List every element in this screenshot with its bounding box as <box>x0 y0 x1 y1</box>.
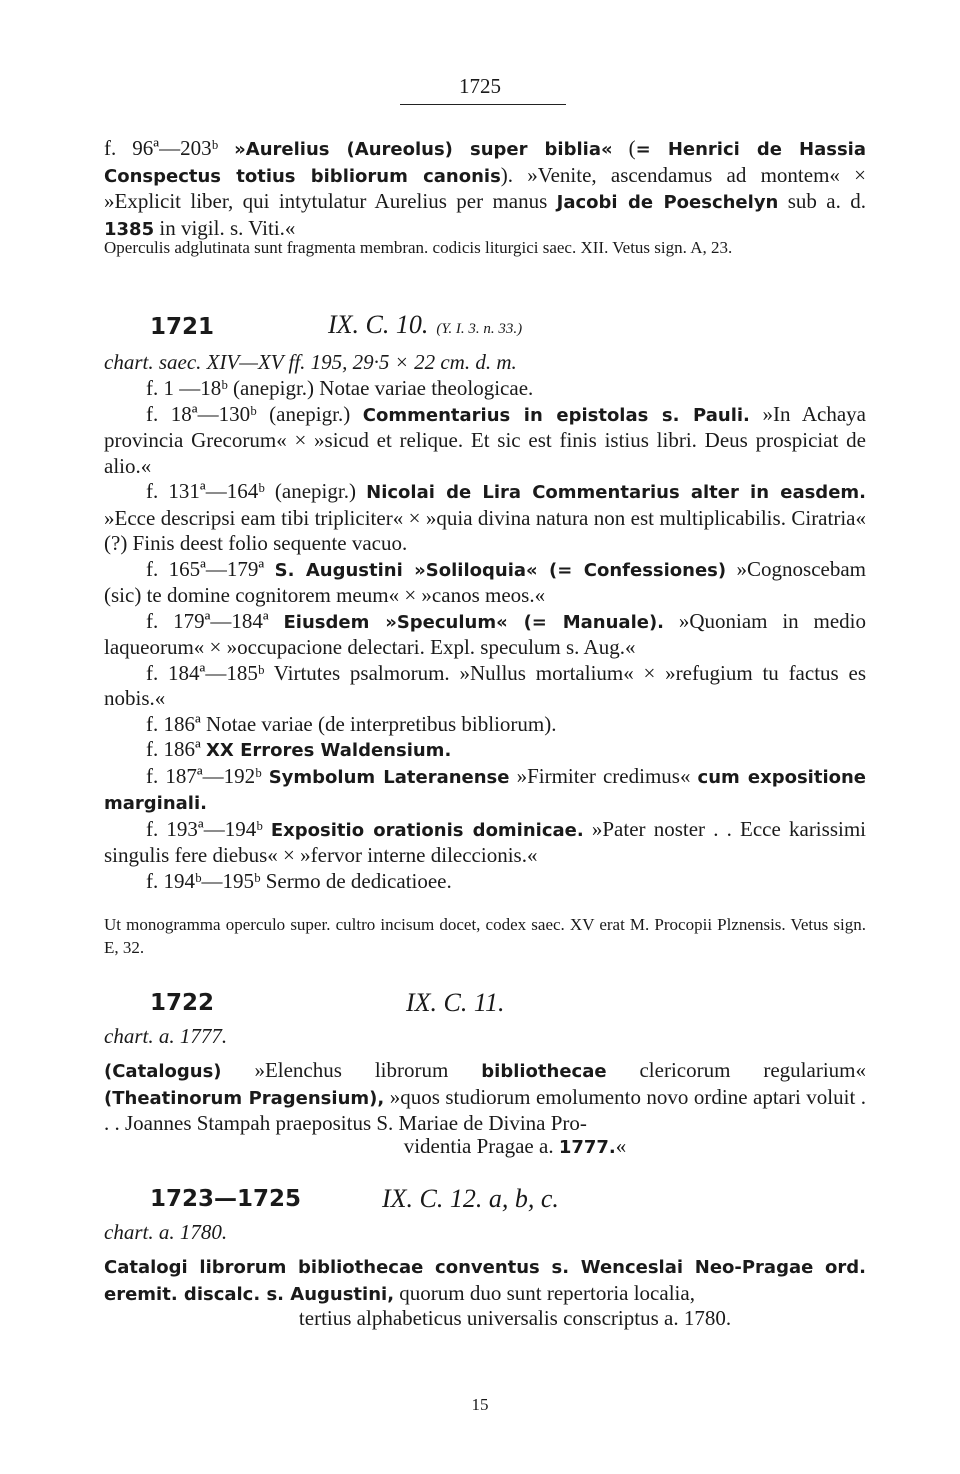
entry-1720-contents <box>104 136 866 242</box>
contents-1722-last-line <box>104 1134 866 1161</box>
contents-item <box>104 479 866 557</box>
contents-1723-1725 <box>104 1254 866 1307</box>
contents-item-run: Eiusdem »Speculum« (= Manuale). <box>283 611 665 633</box>
contents-item <box>104 609 866 661</box>
description-1722: chart. a. 1777. <box>104 1024 228 1048</box>
description-1723-1725: chart. a. 1780. <box>104 1220 228 1244</box>
text-run: »Elenchus librorum <box>221 1058 482 1082</box>
contents-item-run: Commentarius in epistolas s. Pauli. <box>362 404 750 426</box>
contents-item-run: »Quoniam in medio laqueorum« × »occupacione delectari. Expl. speculum s. Aug.« <box>104 608 866 659</box>
contents-item <box>104 737 866 764</box>
contents-item-run: XX Errores Waldensium. <box>206 740 452 761</box>
text-run: ). »Venite, ascendamus ad montem« × »Explicit liber, qui intytulatur Aurelius per manus <box>104 162 866 213</box>
text-run: in vigil. s. Viti.« <box>154 215 296 240</box>
contents-item-run: »Pater noster . . Ecce karissimi singulis fere diebus« × »fervor interne dileccionis.« <box>104 816 866 867</box>
contents-item-run: »Ecce descripsi eam tibi tripliciter« × »quia divina natura non est multiplicabilis. Ciratria« (?) Finis deest folio sequente vacuo. <box>104 505 866 555</box>
note-1721: Ut monogramma operculo super. cultro incisum docet, codex saec. XV erat M. Procopii Plznensis. Vetus sign. E, 32. <box>104 915 866 957</box>
text-run: ( <box>612 136 636 160</box>
contents-item <box>104 869 866 895</box>
contents-item-run: Expositio orationis dominicae. <box>270 819 584 841</box>
contents-item-run: »Firmiter credimus« <box>509 763 698 788</box>
contents-item-run: f. 179ª—184ª <box>146 608 284 633</box>
text-run: = Henrici de Hassia Conspectus totius bibliorum canonis <box>104 139 866 187</box>
shelf-mark-1721 <box>328 310 522 340</box>
contents-1721 <box>104 376 866 894</box>
contents-item-run: f. 1 —18ᵇ (anepigr.) Notae variae theologicae. <box>146 376 534 400</box>
text-run: f. 96ª—203ᵇ <box>104 136 235 160</box>
running-head-rule <box>400 104 566 105</box>
contents-item-run: f. 165ª—179ª <box>146 556 275 581</box>
text-run: 1777. <box>558 1137 616 1158</box>
contents-item-run: f. 193ª—194ᵇ <box>146 816 271 841</box>
entry-1720-note: Operculis adglutinata sunt fragmenta membran. codicis liturgici saec. XII. Vetus sign. A, 23. <box>104 238 733 257</box>
old-sign-1721: (Y. I. 3. n. 33.) <box>436 321 523 337</box>
text-run: quorum duo sunt repertoria localia, <box>394 1280 695 1305</box>
text-run: « <box>615 1134 627 1158</box>
contents-item <box>104 557 866 609</box>
contents-item-run: »Cognoscebam (sic) te domine cognitorem meum« × »canos meos.« <box>104 556 866 607</box>
text-run: tertius alphabeticus universalis conscriptus a. 1780. <box>298 1306 732 1330</box>
contents-item-run: cum expositione marginali. <box>104 766 867 814</box>
text-run: (Theatinorum Pragensium), <box>104 1087 385 1109</box>
text-run: bibliothecae <box>481 1061 607 1082</box>
manuscript-number-1721: 1721 <box>150 314 215 340</box>
text-run: Jacobi de Poeschelyn <box>556 192 779 213</box>
text-run: videntia Pragae a. <box>403 1134 559 1158</box>
contents-item-run: Symbolum Lateranense <box>268 766 510 788</box>
manuscript-number-1722: 1722 <box>150 990 215 1016</box>
shelf-sign-1721: IX. C. 10. <box>328 310 429 339</box>
description-1721: chart. saec. XIV—XV ff. 195, 29·5 × 22 cm. d. m. <box>104 350 517 374</box>
contents-item <box>104 764 866 817</box>
contents-item <box>104 712 866 738</box>
contents-item-run: »In Achaya provincia Grecorum« × »sicud et relique. Et sic est finis istius libri. Deus prospiciat de alio.« <box>104 401 866 478</box>
contents-item <box>104 661 866 712</box>
running-head: 1725 <box>459 74 501 98</box>
contents-item-run: S. Augustini »Soliloquia« (= Confessiones) <box>274 559 727 581</box>
contents-1723-1725-last-line <box>104 1306 866 1332</box>
text-run: 1385 <box>104 218 155 240</box>
page-number: 15 <box>471 1395 489 1414</box>
contents-item-run: f. 131ª—164ᵇ (anepigr.) <box>146 479 367 503</box>
contents-item-run: f. 187ª—192ᵇ <box>146 763 269 788</box>
contents-item-run: f. 194ᵇ—195ᵇ Sermo de dedicatioee. <box>146 868 452 893</box>
contents-item <box>104 376 866 402</box>
shelf-sign-1722: IX. C. 11. <box>406 988 505 1017</box>
manuscript-number-1723-1725: 1723—1725 <box>150 1186 302 1212</box>
text-run: sub a. d. <box>778 189 867 213</box>
text-run: »quos studiorum emolumento novo ordine aptari voluit . . . Joannes Stampah praepositus S. Mariae de Divina Pro- <box>104 1084 867 1135</box>
contents-item-run: f. 186ª Notae variae (de interpretibus bibliorum). <box>146 711 557 736</box>
contents-item-run: f. 184ª—185ᵇ Virtutes psalmorum. »Nullus mortalium« × »refugium tu factus es nobis.« <box>104 660 866 710</box>
text-run: Catalogi librorum bibliothecae conventus s. Wenceslai Neo-Pragae ord. eremit. discalc. s. Augustini, <box>104 1257 866 1305</box>
contents-1722 <box>104 1058 866 1137</box>
text-run: clericorum regularium« <box>606 1058 866 1082</box>
contents-item-run: f. 186ª <box>146 737 207 761</box>
shelf-sign-1723-1725: IX. C. 12. a, b, c. <box>382 1184 559 1213</box>
contents-item <box>104 402 866 480</box>
contents-item <box>104 817 866 869</box>
contents-item-run: Nicolai de Lira Commentarius alter in easdem. <box>366 482 866 503</box>
contents-item-run: f. 18ª—130ᵇ (anepigr.) <box>146 401 363 426</box>
text-run: (Catalogus) <box>104 1061 222 1082</box>
text-run: »Aurelius (Aureolus) super biblia« <box>234 139 613 160</box>
